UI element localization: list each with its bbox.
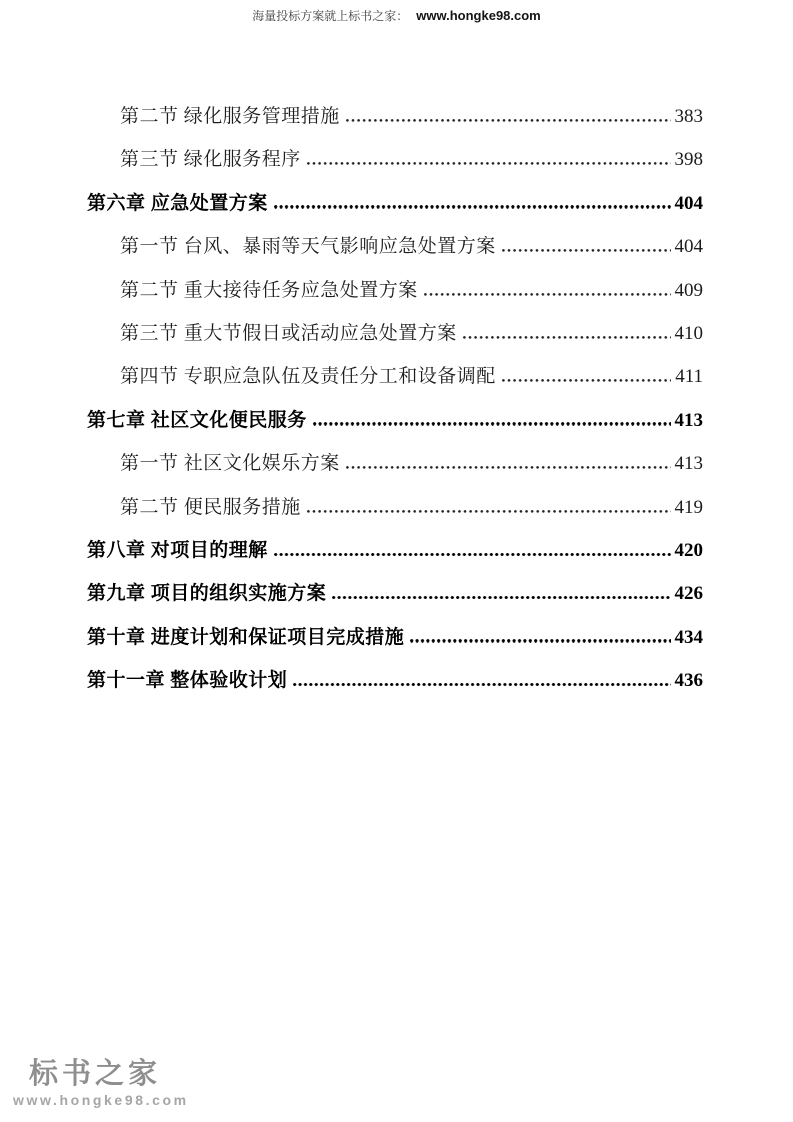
toc-entry-page-number: 434 — [674, 626, 703, 648]
toc-entry — [87, 529, 703, 572]
header-site-url: www.hongke98.com — [416, 8, 541, 23]
toc-entry — [87, 312, 703, 355]
toc-entry — [87, 269, 703, 312]
toc-entry — [87, 225, 703, 268]
toc-entry-title: 第十章 进度计划和保证项目完成措施 — [87, 626, 405, 648]
toc-dot-leader — [274, 553, 671, 556]
toc-dot-leader — [293, 683, 670, 686]
toc-entry-title: 第七章 社区文化便民服务 — [87, 409, 307, 431]
toc-entry-title: 第四节 专职应急队伍及责任分工和设备调配 — [120, 366, 496, 388]
toc-entry-title: 第一节 台风、暴雨等天气影响应急处置方案 — [120, 236, 496, 258]
toc-entry-title: 第二节 重大接待任务应急处置方案 — [120, 279, 418, 301]
toc-dot-leader — [332, 596, 670, 599]
toc-dot-leader — [502, 379, 671, 382]
logo-brand-text: 标书之家 — [29, 1058, 162, 1090]
toc-dot-leader — [313, 422, 671, 425]
toc-entry — [87, 572, 703, 615]
toc-entry — [87, 442, 703, 485]
toc-entry-title: 第二节 绿化服务管理措施 — [120, 106, 340, 127]
toc-dot-leader — [346, 119, 671, 122]
toc-entry-title: 第三节 绿化服务程序 — [120, 149, 301, 171]
toc-entry-title: 第二节 便民服务措施 — [120, 496, 301, 518]
toc-dot-leader — [346, 466, 671, 469]
toc-entry-title: 第十一章 整体验收计划 — [87, 670, 288, 692]
toc-entry-title: 第三节 重大节假日或活动应急处置方案 — [120, 323, 457, 345]
header-slogan: 海量投标方案就上标书之家： — [252, 9, 409, 23]
toc-entry — [87, 138, 703, 181]
toc-entry-page-number: 404 — [674, 236, 703, 258]
toc-entry-page-number: 383 — [674, 106, 703, 127]
toc-entry-title: 第九章 项目的组织实施方案 — [87, 583, 327, 605]
toc-entry-title: 第六章 应急处置方案 — [87, 192, 268, 214]
toc-dot-leader — [307, 162, 671, 165]
toc-entry — [87, 182, 703, 225]
toc-dot-leader — [307, 510, 671, 513]
toc-entry — [87, 659, 703, 702]
toc-entry-page-number: 398 — [674, 149, 703, 171]
toc-entry-page-number: 409 — [674, 279, 703, 301]
toc-entry-page-number: 436 — [674, 670, 703, 692]
toc-entry — [87, 95, 703, 138]
toc-entry — [87, 616, 703, 659]
toc-entry-page-number: 404 — [674, 192, 703, 214]
toc-entry-page-number: 411 — [675, 366, 703, 388]
toc-dot-leader — [463, 336, 671, 339]
page-header-watermark — [0, 7, 793, 24]
toc-entry-page-number: 410 — [674, 323, 703, 345]
table-of-contents — [87, 95, 703, 703]
toc-dot-leader — [424, 293, 671, 296]
toc-entry — [87, 486, 703, 529]
toc-dot-leader — [410, 639, 670, 642]
toc-entry-page-number: 413 — [674, 409, 703, 431]
toc-entry-page-number: 426 — [674, 583, 703, 605]
toc-entry-title: 第八章 对项目的理解 — [87, 540, 268, 562]
toc-dot-leader — [274, 205, 671, 208]
toc-entry-page-number: 413 — [674, 453, 703, 475]
logo-site-url: www.hongke98.com — [13, 1091, 189, 1108]
toc-entry-page-number: 420 — [674, 540, 703, 562]
toc-dot-leader — [502, 249, 671, 252]
site-logo — [13, 1059, 189, 1108]
toc-entry-page-number: 419 — [674, 496, 703, 518]
toc-entry — [87, 355, 703, 398]
toc-entry-title: 第一节 社区文化娱乐方案 — [120, 453, 340, 475]
toc-entry — [87, 399, 703, 442]
